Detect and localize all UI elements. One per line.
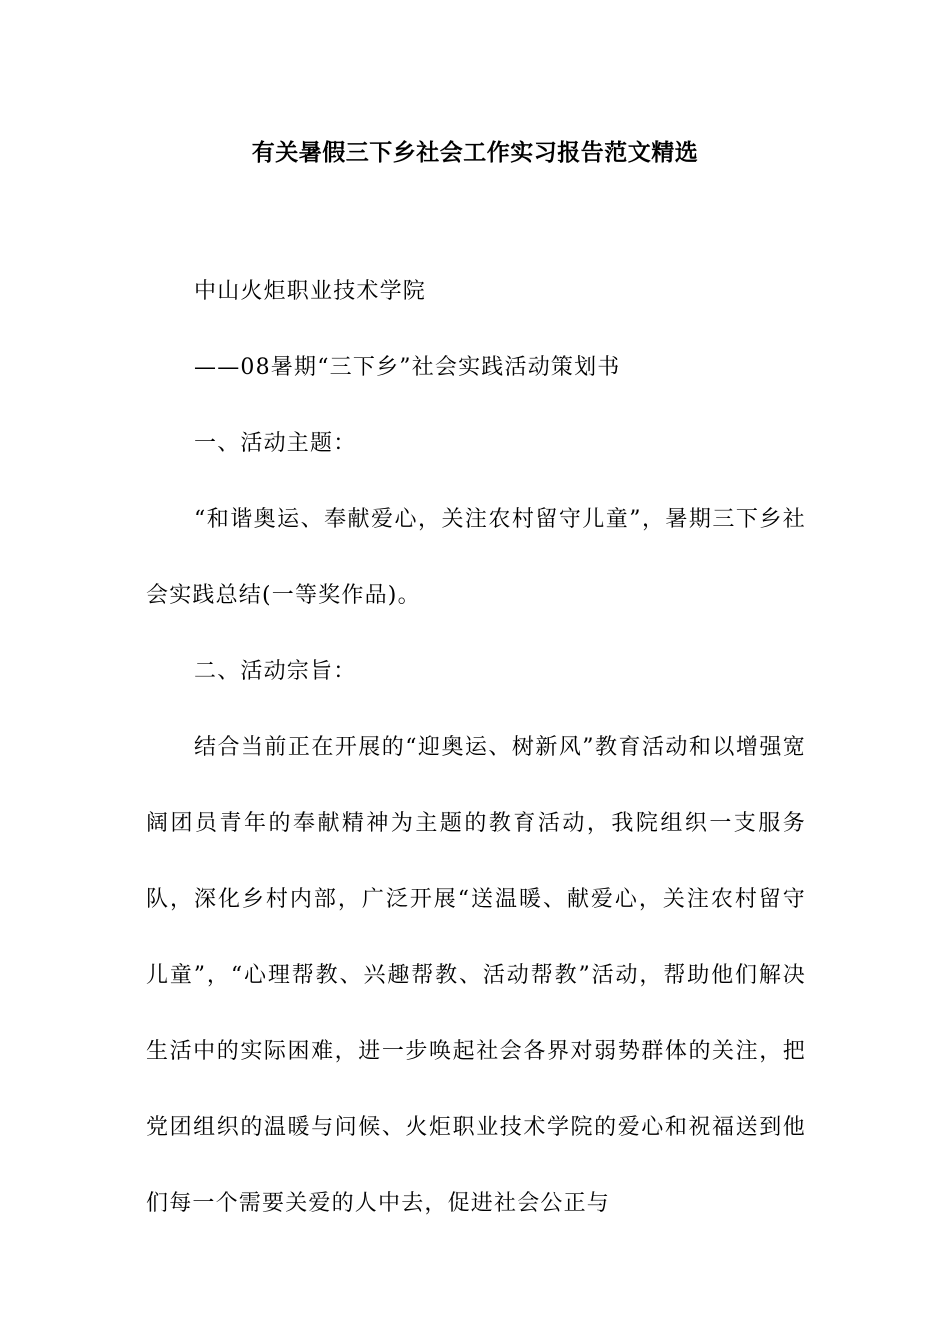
- heading-activity-purpose: 二、活动宗旨：: [194, 659, 357, 684]
- paragraph-activity-theme: “和谐奥运、奉献爱心，关注农村留守儿童”，暑期三下乡社会实践总结(一等奖作品)。: [146, 507, 806, 608]
- paragraph-college-name: 中山火炬职业技术学院: [194, 279, 427, 304]
- document-title: 有关暑假三下乡社会工作实习报告范文精选: [251, 140, 699, 166]
- heading-activity-theme: 一、活动主题：: [194, 431, 357, 456]
- paragraph-activity-purpose: 结合当前正在开展的“迎奥运、树新风”教育活动和以增强宽阔团员青年的奉献精神为主题的教育活动，我院组织一支服务队，深化乡村内部，广泛开展“送温暖、献爱心，关注农村留守儿童”，“心理帮教、兴趣帮教、活动帮教”活动，帮助他们解决生活中的实际困难，进一步唤起社会各界对弱势群体的关注，把党团组织的温暖与问候、火炬职业技术学院的爱心和祝福送到他们每一个需要关爱的人中去，促进社会公正与: [146, 735, 806, 1216]
- document-body: [146, 254, 806, 1242]
- paragraph-plan-subtitle: ——08暑期“三下乡”社会实践活动策划书: [194, 355, 621, 380]
